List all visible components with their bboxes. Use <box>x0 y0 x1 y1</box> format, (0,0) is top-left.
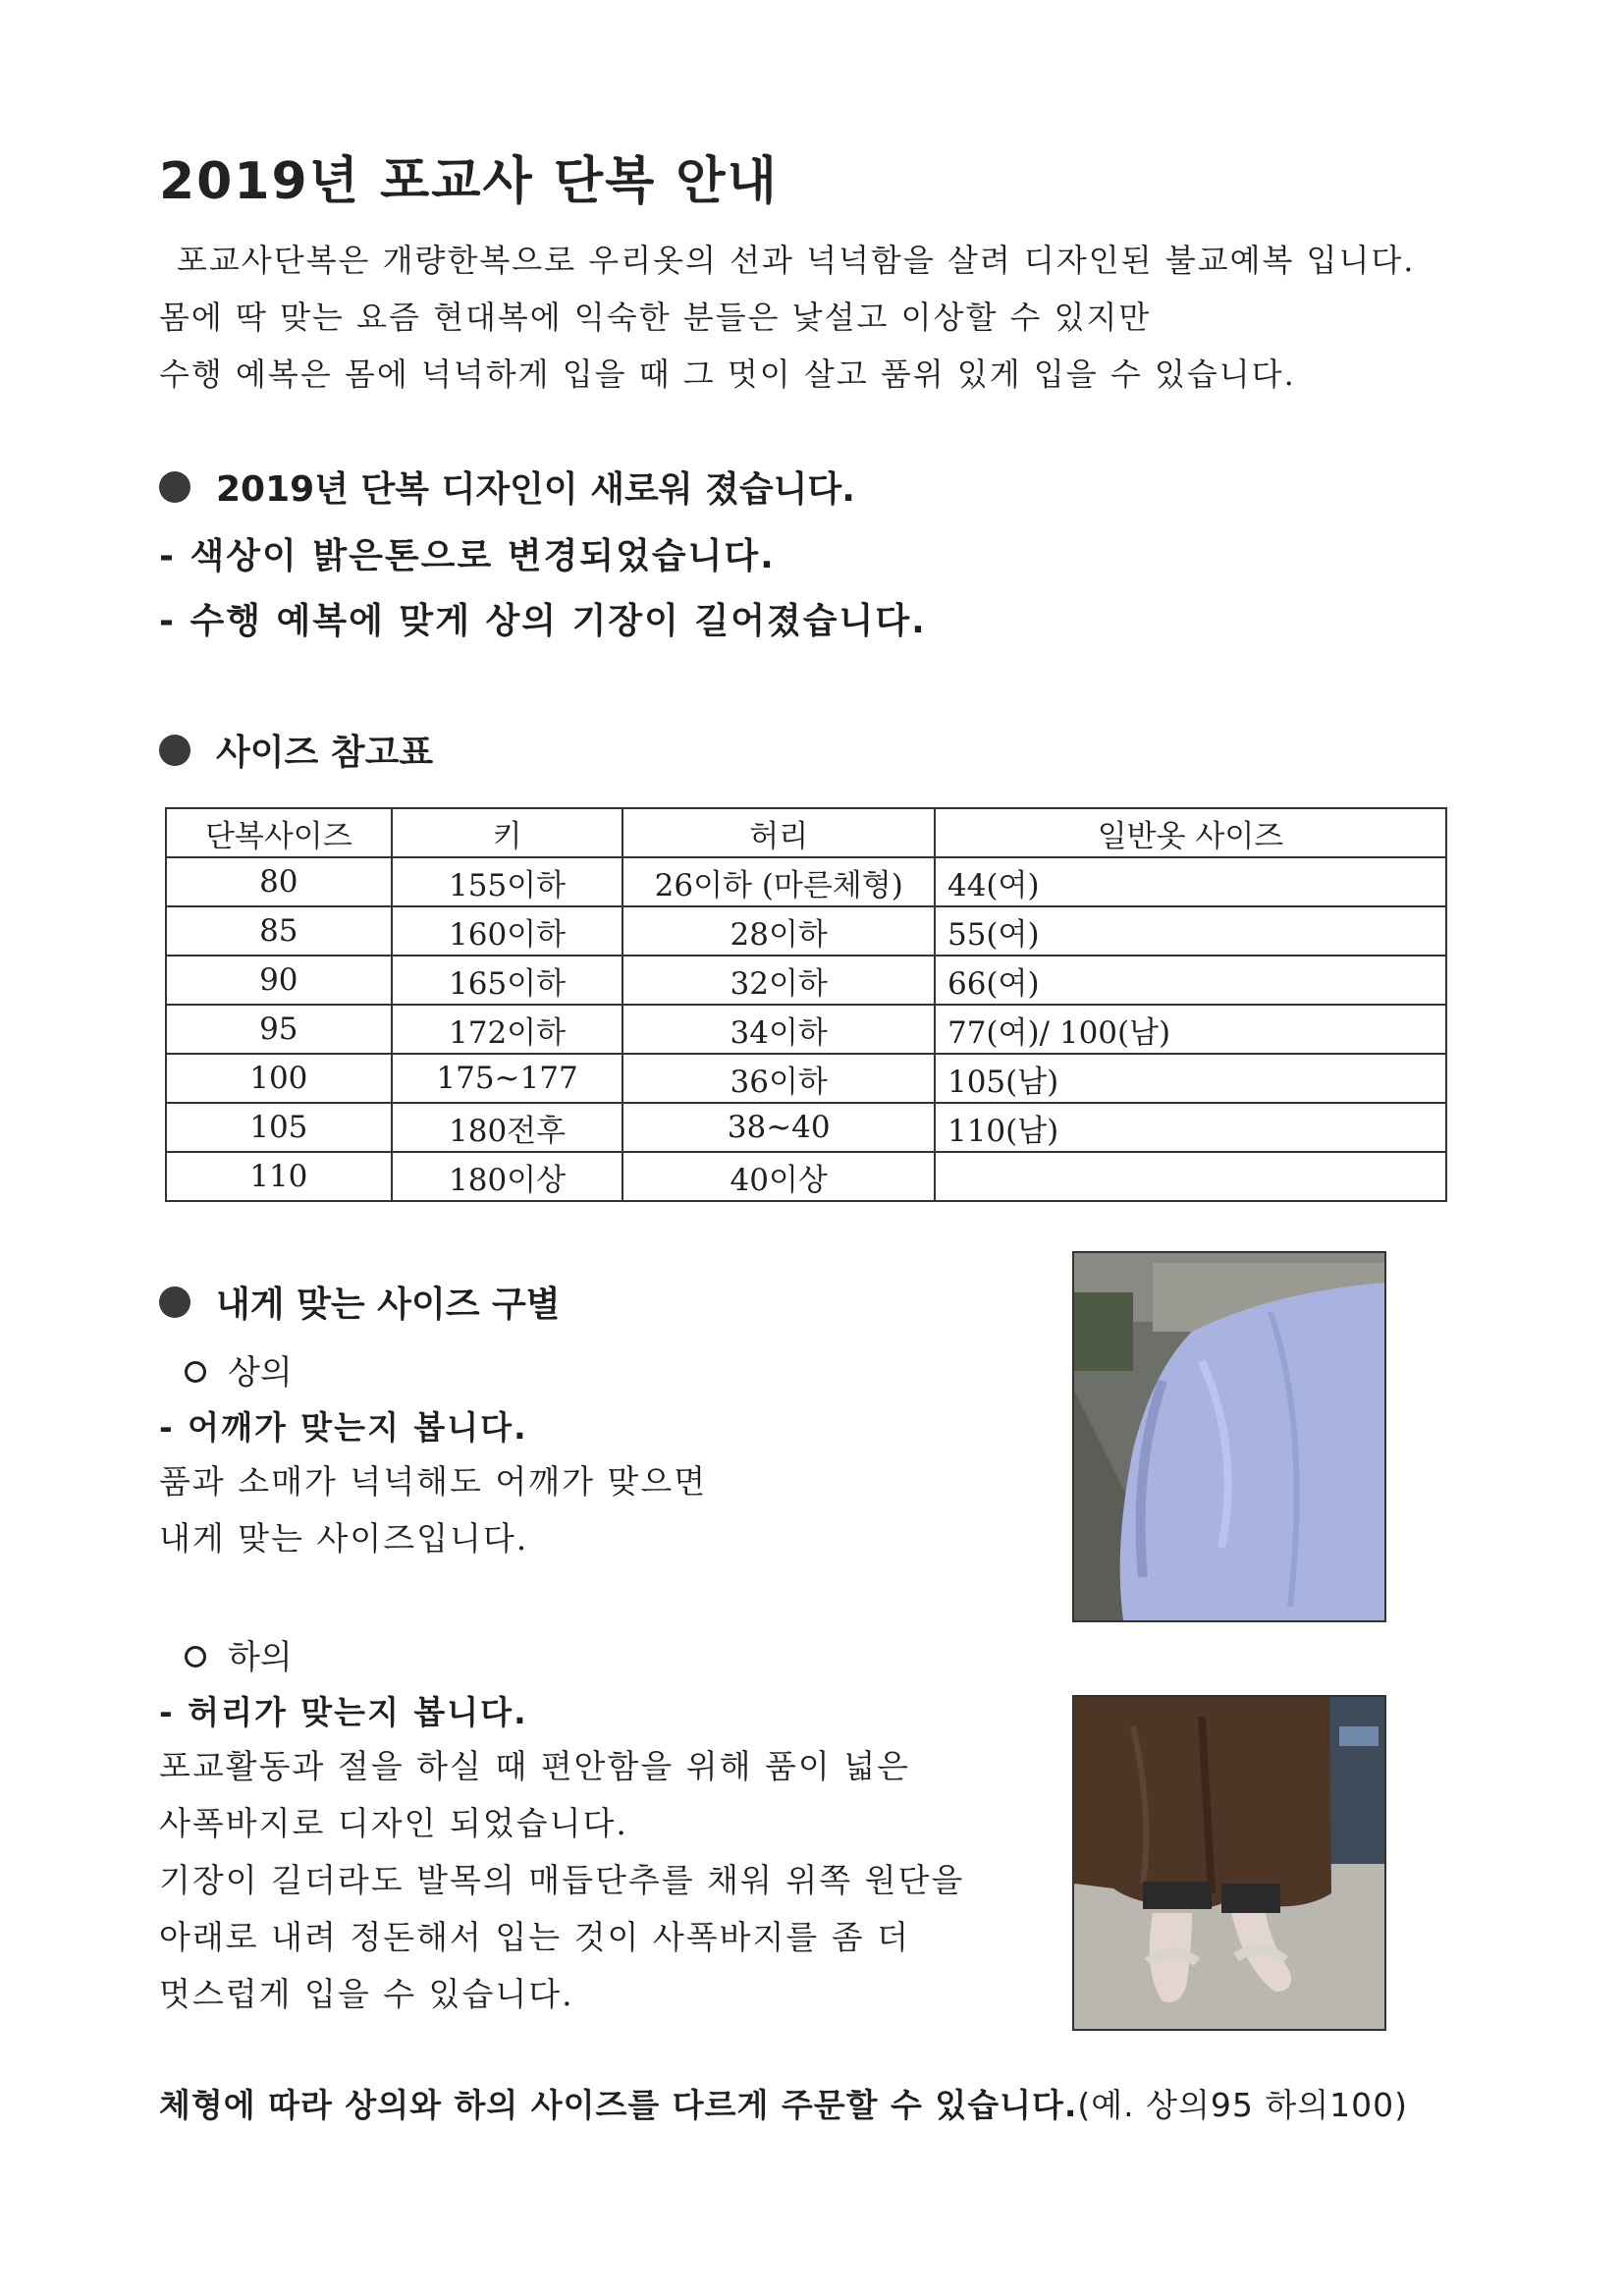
column-header: 허리 <box>622 808 935 857</box>
table-row <box>166 1152 1446 1201</box>
table-cell: 32이하 <box>622 956 935 1005</box>
table-cell: 55(여) <box>935 906 1446 956</box>
bullet-icon <box>159 735 190 766</box>
description-line: 내게 맞는 사이즈입니다. <box>159 1519 529 1558</box>
table-cell: 165이하 <box>392 956 623 1005</box>
intro-line: 몸에 딱 맞는 요즘 현대복에 익숙한 분들은 낯설고 이상할 수 있지만 <box>159 299 1152 336</box>
table-cell: 155이하 <box>392 857 623 906</box>
table-cell: 180이상 <box>392 1152 623 1201</box>
top-subheading <box>185 1345 293 1394</box>
table-cell: 66(여) <box>935 956 1446 1005</box>
bottom-subheading <box>185 1630 293 1678</box>
circle-bullet-icon <box>185 1361 206 1383</box>
description-line: 사폭바지로 디자인 되었습니다. <box>159 1804 628 1842</box>
table-cell: 44(여) <box>935 857 1446 906</box>
description-line: 품과 소매가 넉넉해도 어깨가 맞으면 <box>159 1462 708 1501</box>
table-cell: 38~40 <box>622 1103 935 1152</box>
table-row <box>166 906 1446 956</box>
size-heading-text: 사이즈 참고표 <box>216 733 434 773</box>
table-row <box>166 857 1446 906</box>
top-rule: - 어깨가 맞는지 봅니다. <box>159 1408 528 1447</box>
intro-line: 포교사단복은 개량한복으로 우리옷의 선과 넉넉함을 살려 디자인된 불교예복 입니다. <box>177 242 1416 279</box>
column-header: 키 <box>392 808 623 857</box>
table-cell: 110(남) <box>935 1103 1446 1152</box>
page-title: 2019년 포교사 단복 안내 <box>159 152 779 211</box>
table-cell: 105 <box>166 1103 392 1152</box>
description-line: 아래로 내려 정돈해서 입는 것이 사폭바지를 좀 더 <box>159 1918 910 1956</box>
footer-bold-text: 체형에 따라 상의와 하의 사이즈를 다르게 주문할 수 있습니다. <box>159 2086 1078 2124</box>
top-garment-photo <box>1072 1251 1386 1622</box>
footer-note <box>159 2080 1408 2126</box>
table-row <box>166 1054 1446 1103</box>
table-cell: 34이하 <box>622 1005 935 1054</box>
table-row <box>166 956 1446 1005</box>
table-header-row <box>166 808 1446 857</box>
table-cell: 28이하 <box>622 906 935 956</box>
table-cell: 80 <box>166 857 392 906</box>
circle-bullet-icon <box>185 1646 206 1667</box>
intro-paragraph <box>159 232 1553 403</box>
table-cell: 85 <box>166 906 392 956</box>
table-cell: 40이상 <box>622 1152 935 1201</box>
bullet-icon <box>159 1286 190 1318</box>
bottom-description <box>159 1738 964 2023</box>
description-line: 기장이 길더라도 발목의 매듭단추를 채워 위쪽 원단을 <box>159 1861 965 1899</box>
table-cell: 95 <box>166 1005 392 1054</box>
column-header: 단복사이즈 <box>166 808 392 857</box>
table-cell: 105(남) <box>935 1054 1446 1103</box>
design-point: - 수행 예복에 맞게 상의 기장이 길어졌습니다. <box>159 601 927 641</box>
table-cell: 100 <box>166 1054 392 1103</box>
table-cell: 77(여)/ 100(남) <box>935 1005 1446 1054</box>
table-cell: 180전후 <box>392 1103 623 1152</box>
design-heading-text: 2019년 단복 디자인이 새로워 졌습니다. <box>216 469 855 510</box>
table-cell: 90 <box>166 956 392 1005</box>
footer-example-text: (예. 상의95 하의100) <box>1077 2086 1408 2124</box>
bottom-garment-photo <box>1072 1695 1386 2031</box>
table-cell: 160이하 <box>392 906 623 956</box>
bottom-rule: - 허리가 맞는지 봅니다. <box>159 1693 528 1731</box>
bottom-label: 하의 <box>228 1638 293 1677</box>
design-point: - 색상이 밝은톤으로 변경되었습니다. <box>159 536 776 576</box>
table-cell: 172이하 <box>392 1005 623 1054</box>
top-description <box>159 1453 707 1567</box>
intro-line: 수행 예복은 몸에 넉넉하게 입을 때 그 멋이 살고 품위 있게 입을 수 있습니다. <box>159 355 1296 393</box>
size-table <box>165 807 1447 1202</box>
table-cell: 26이하 (마른체형) <box>622 857 935 906</box>
table-cell <box>935 1152 1446 1201</box>
description-line: 멋스럽게 입을 수 있습니다. <box>159 1975 574 2013</box>
table-cell: 175~177 <box>392 1054 623 1103</box>
column-header: 일반옷 사이즈 <box>935 808 1446 857</box>
description-line: 포교활동과 절을 하실 때 편안함을 위해 품이 넓은 <box>159 1747 910 1785</box>
top-label: 상의 <box>228 1353 293 1393</box>
bullet-icon <box>159 471 190 503</box>
fit-section-heading <box>159 1277 561 1327</box>
table-row <box>166 1005 1446 1054</box>
table-cell: 36이하 <box>622 1054 935 1103</box>
fit-heading-text: 내게 맞는 사이즈 구별 <box>216 1285 561 1325</box>
size-section-heading <box>159 725 433 775</box>
table-cell: 110 <box>166 1152 392 1201</box>
design-section-heading <box>159 462 855 512</box>
table-row <box>166 1103 1446 1152</box>
